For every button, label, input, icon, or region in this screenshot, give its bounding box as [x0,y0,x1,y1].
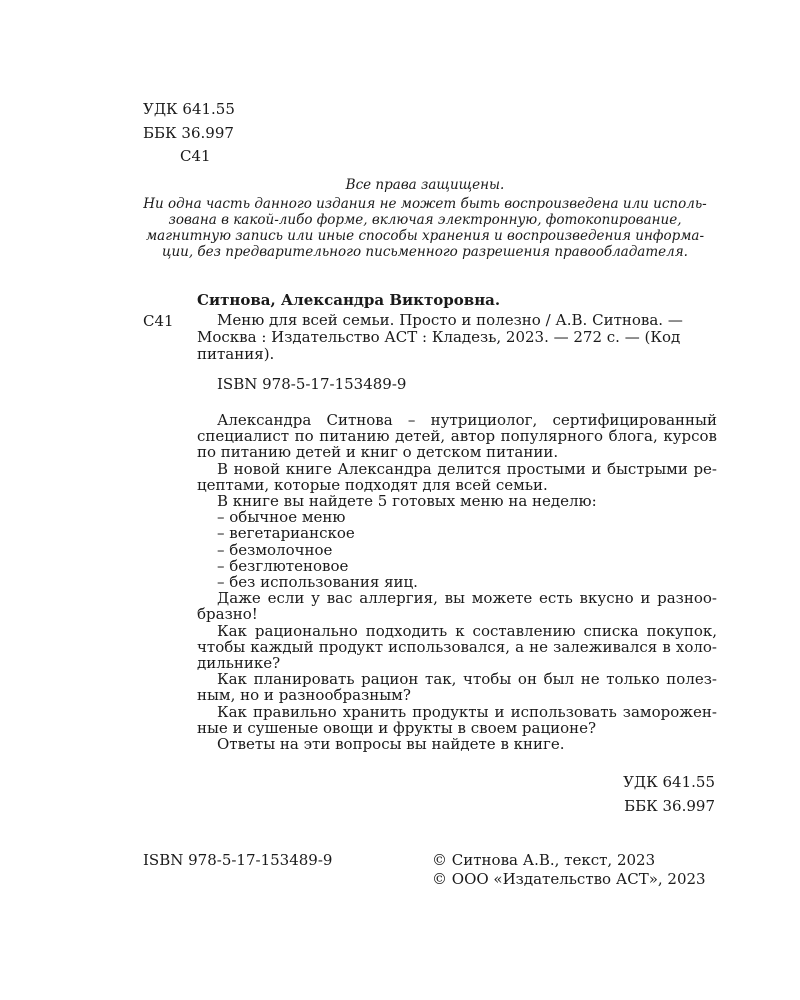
menu-list-item: – безмолочное [217,540,333,559]
menu-list-item: – безглютеновое [217,556,349,575]
author-name: Ситнова, Александра Викторовна. [197,291,501,309]
rights-line: магнитную запись или иные способы хранения и воспроизведения информа- [145,228,705,244]
annotation [197,412,717,752]
annotation-line: Как правильно хранить продукты и использовать заморожен- [217,702,717,721]
annotation-line: Александра Ситнова – нутрициолог, сертифицированный [217,411,717,429]
record-line: Меню для всей семьи. Просто и полезно / А.В. Ситнова. — [217,311,683,329]
bibliographic-record [197,312,717,363]
bbk-code-bottom: ББК 36.997 [624,797,715,815]
annotation-line: чтобы каждый продукт использовался, а не залеживался в холо- [197,637,717,656]
annotation-line: Как рационально подходить к составлению списка покупок, [217,621,717,640]
record-line: питания). [197,345,275,363]
annotation-line: В книге вы найдете 5 готовых меню на неделю: [217,492,597,511]
annotation-line: Даже если у вас аллергия, вы можете есть вкусно и разноо- [217,589,717,608]
menu-list-item: – без использования яиц. [217,573,418,592]
annotation-line: специалист по питанию детей, автор популярного блога, курсов [197,427,717,446]
record-mark: С41 [143,312,174,330]
rights-line: зована в какой-либо форме, включая электронную, фотокопирование, [168,212,682,228]
author-mark: С41 [180,147,211,165]
annotation-line: ные и сушеные овощи и фрукты в своем рационе? [197,718,597,737]
copyright-text: © Ситнова А.В., текст, 2023 [432,851,656,869]
isbn-record: ISBN 978-5-17-153489-9 [217,375,407,393]
annotation-line: Как планировать рацион так, чтобы он был не только полез- [217,670,717,689]
annotation-line: цептами, которые подходят для всей семьи. [197,475,548,494]
annotation-line: Ответы на эти вопросы вы найдете в книге. [217,735,565,754]
rights-line: Ни одна часть данного издания не может быть воспроизведена или исполь- [143,196,707,212]
annotation-line: дильнике? [197,654,281,673]
isbn-bottom: ISBN 978-5-17-153489-9 [143,851,333,869]
record-line: Москва : Издательство АСТ : Кладезь, 2023. — 272 с. — (Код [197,328,681,346]
copyright-publisher: © ООО «Издательство АСТ», 2023 [432,870,706,888]
annotation-line: бразно! [197,605,258,624]
menu-list-item: – вегетарианское [217,524,355,543]
copyright-block [432,851,706,889]
udk-code: УДК 641.55 [143,100,235,118]
annotation-line: В новой книге Александра делится простыми и быстрыми ре- [217,459,717,478]
menu-list-item: – обычное меню [217,508,346,527]
udk-code-bottom: УДК 641.55 [623,773,715,791]
annotation-line: ным, но и разнообразным? [197,686,411,705]
rights-notice [130,177,720,260]
rights-line: ции, без предварительного письменного разрешения правообладателя. [162,244,688,260]
rights-title: Все права защищены. [345,177,505,193]
bbk-code: ББК 36.997 [143,124,234,142]
annotation-line: по питанию детей и книг о детском питании. [197,443,559,462]
